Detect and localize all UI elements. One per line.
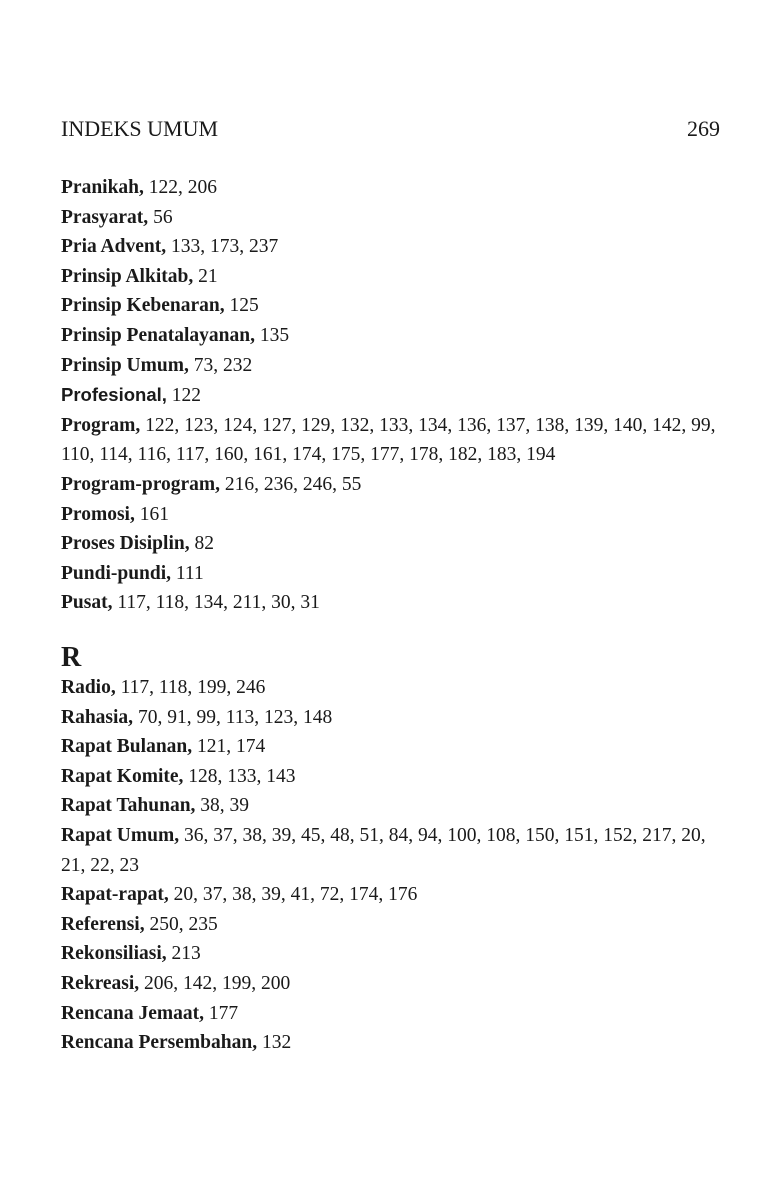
index-term: Prinsip Penatalayanan, (61, 324, 255, 346)
index-entry (61, 999, 720, 1029)
index-term: Proses Disiplin, (61, 533, 190, 555)
index-term: Profesional, (61, 384, 167, 406)
index-pages: 161 (134, 503, 169, 525)
index-term: Pusat, (61, 592, 113, 614)
index-entry (61, 291, 720, 321)
running-header-title: INDEKS UMUM (61, 116, 219, 141)
index-pages: 216, 236, 246, 55 (220, 473, 362, 495)
index-entry (61, 500, 720, 530)
running-header (61, 114, 720, 144)
index-pages: 250, 235 (144, 913, 218, 935)
index-pages: 133, 173, 237 (166, 236, 279, 258)
index-entry (61, 880, 720, 910)
index-entry (61, 321, 720, 351)
index-term: Prinsip Alkitab, (61, 265, 194, 287)
index-term: Rencana Persembahan, (61, 1032, 258, 1054)
index-term: Rekreasi, (61, 972, 140, 994)
index-entry (61, 910, 720, 940)
index-term: Rapat Tahunan, (61, 795, 196, 817)
index-pages: 117, 118, 199, 246 (115, 677, 266, 698)
index-section-r (61, 641, 720, 1058)
index-term: Rapat-rapat, (61, 884, 169, 906)
index-entry (61, 470, 720, 500)
index-term: Pundi-pundi, (61, 562, 172, 584)
index-term: Rapat Bulanan, (61, 736, 193, 758)
index-term: Program, (61, 414, 141, 436)
index-entry (61, 380, 720, 411)
index-entry (61, 262, 720, 292)
index-pages: 206, 142, 199, 200 (139, 972, 291, 994)
index-pages: 73, 232 (188, 354, 253, 376)
index-pages: 20, 37, 38, 39, 41, 72, 174, 176 (168, 884, 418, 906)
index-pages: 121, 174 (192, 736, 266, 758)
index-term: Program-program, (61, 473, 221, 495)
index-entry (61, 529, 720, 559)
index-term: Rapat Komite, (61, 765, 184, 787)
index-term: Promosi, (61, 503, 135, 525)
index-pages: 122, 123, 124, 127, 129, 132, 133, 134, 136, 137, 138, 139, 140, 142, 99, 110, 114, 116, 117, 160, 161, 174, 175, 177, 178, 182, 183, 194 (61, 414, 716, 466)
index-term: Rekonsiliasi, (61, 943, 167, 965)
index-pages: 135 (254, 324, 290, 346)
index-entry (61, 173, 720, 203)
index-entry (61, 969, 720, 999)
index-term: Prinsip Kebenaran, (61, 295, 225, 317)
index-pages: 82 (189, 533, 214, 555)
index-term: Pranikah, (61, 177, 144, 198)
index-pages: 125 (224, 295, 259, 317)
index-entry (61, 732, 720, 762)
index-pages: 122 (166, 385, 202, 407)
index-pages: 213 (166, 943, 201, 965)
index-pages: 122, 206 (143, 177, 218, 198)
index-term: Rahasia, (61, 706, 134, 728)
index-pages: 111 (171, 562, 204, 584)
index-pages: 132 (257, 1032, 292, 1054)
index-entry (61, 821, 720, 880)
index-entry (61, 232, 720, 262)
index-pages: 21 (193, 265, 218, 287)
index-entry (61, 351, 720, 381)
index-section-p (61, 173, 720, 618)
index-term: Prasyarat, (61, 206, 149, 228)
index-entry (61, 762, 720, 792)
index-pages: 70, 91, 99, 113, 123, 148 (133, 706, 333, 728)
index-pages: 56 (148, 206, 173, 228)
index-entry (61, 939, 720, 969)
index-entry (61, 1028, 720, 1058)
index-term: Prinsip Umum, (61, 354, 189, 376)
index-term: Rapat Umum, (61, 824, 180, 846)
index-pages: 36, 37, 38, 39, 45, 48, 51, 84, 94, 100, 108, 150, 151, 152, 217, 20, 21, 22, 23 (61, 824, 706, 876)
index-term: Pria Advent, (61, 236, 167, 258)
index-pages: 38, 39 (195, 795, 250, 817)
index-entry (61, 791, 720, 821)
index-entry (61, 703, 720, 733)
index-term: Referensi, (61, 913, 145, 935)
index-entry (61, 559, 720, 589)
index-entry (61, 411, 720, 470)
index-entry (61, 588, 720, 618)
page-number: 269 (687, 116, 720, 141)
index-pages: 128, 133, 143 (183, 765, 296, 787)
index-entry (61, 203, 720, 233)
index-pages: 117, 118, 134, 211, 30, 31 (112, 592, 320, 614)
index-pages: 177 (203, 1002, 239, 1024)
index-entry (61, 673, 720, 703)
index-term: Rencana Jemaat, (61, 1002, 204, 1024)
section-heading-letter: R (61, 642, 82, 673)
index-term: Radio, (61, 677, 116, 698)
